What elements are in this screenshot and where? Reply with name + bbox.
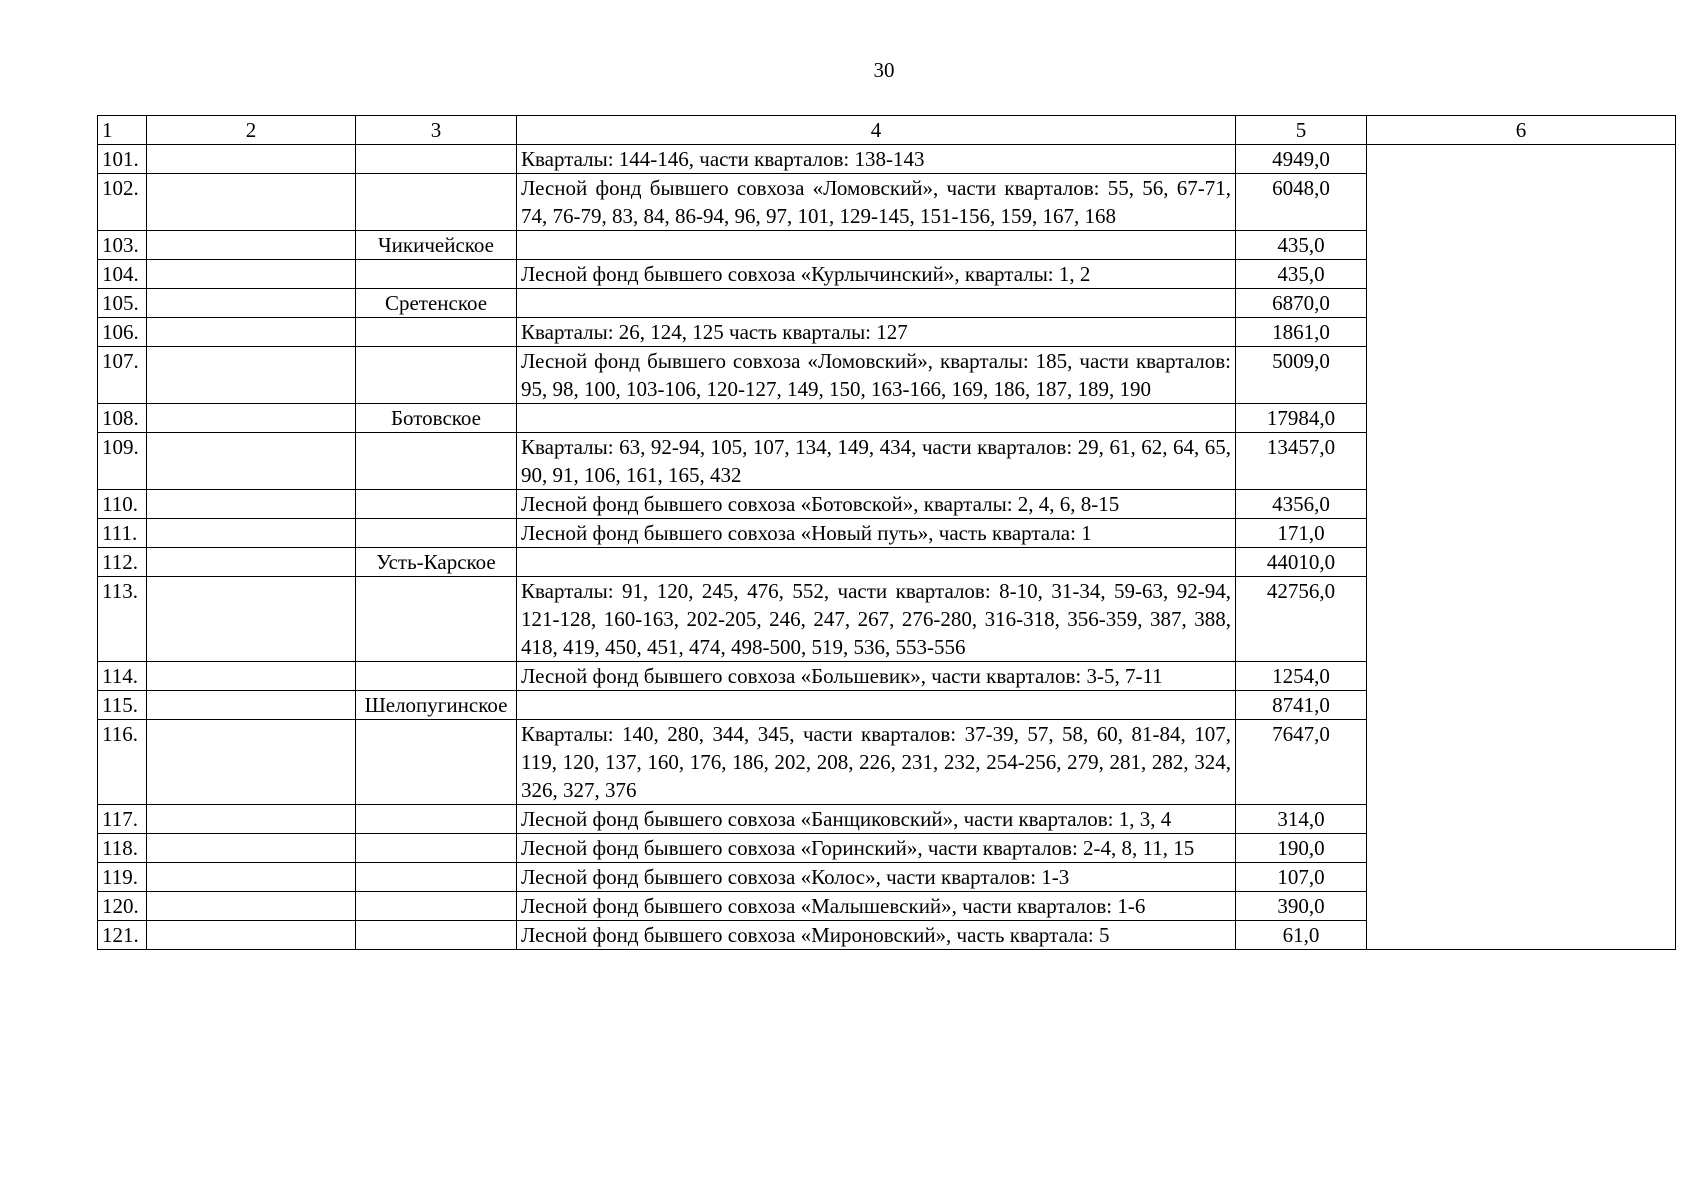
row-area: 390,0 <box>1236 892 1367 921</box>
row-number: 108. <box>98 404 147 433</box>
row-col-2 <box>147 289 356 318</box>
row-col-2 <box>147 921 356 950</box>
row-settlement <box>356 805 517 834</box>
row-settlement: Сретенское <box>356 289 517 318</box>
row-area: 7647,0 <box>1236 720 1367 805</box>
row-col-2 <box>147 805 356 834</box>
row-col-2 <box>147 433 356 490</box>
row-col-2 <box>147 662 356 691</box>
row-col-2 <box>147 834 356 863</box>
row-description: Лесной фонд бывшего совхоза «Большевик», части кварталов: 3-5, 7-11 <box>517 662 1236 691</box>
table-row <box>98 145 1676 174</box>
row-col-2 <box>147 577 356 662</box>
row-settlement <box>356 921 517 950</box>
row-settlement <box>356 834 517 863</box>
row-area: 17984,0 <box>1236 404 1367 433</box>
row-col-2 <box>147 490 356 519</box>
row-settlement <box>356 892 517 921</box>
row-col-2 <box>147 691 356 720</box>
row-description: Кварталы: 91, 120, 245, 476, 552, части кварталов: 8-10, 31-34, 59-63, 92-94, 121-128, 160-163, 202-205, 246, 247, 267, 276-280, 316-318, 356-359, 387, 388, 418, 419, 450, 451, 474, 498-500, 519, 536, 553-556 <box>517 577 1236 662</box>
row-settlement <box>356 577 517 662</box>
row-number: 121. <box>98 921 147 950</box>
row-description: Лесной фонд бывшего совхоза «Новый путь», часть квартала: 1 <box>517 519 1236 548</box>
row-number: 119. <box>98 863 147 892</box>
header-col-3: 3 <box>356 116 517 145</box>
row-settlement <box>356 174 517 231</box>
row-col-2 <box>147 318 356 347</box>
forest-fund-table <box>97 115 1676 950</box>
row-number: 109. <box>98 433 147 490</box>
row-area: 61,0 <box>1236 921 1367 950</box>
row-description <box>517 691 1236 720</box>
row-settlement <box>356 720 517 805</box>
row-description: Лесной фонд бывшего совхоза «Ломовский», части кварталов: 55, 56, 67-71, 74, 76-79, 83, 84, 86-94, 96, 97, 101, 129-145, 151-156, 159, 167, 168 <box>517 174 1236 231</box>
row-number: 107. <box>98 347 147 404</box>
row-col-2 <box>147 174 356 231</box>
row-col-2 <box>147 519 356 548</box>
row-number: 114. <box>98 662 147 691</box>
row-number: 116. <box>98 720 147 805</box>
row-description: Лесной фонд бывшего совхоза «Колос», части кварталов: 1-3 <box>517 863 1236 892</box>
row-description <box>517 231 1236 260</box>
row-number: 117. <box>98 805 147 834</box>
row-area: 1254,0 <box>1236 662 1367 691</box>
row-col-2 <box>147 145 356 174</box>
row-number: 106. <box>98 318 147 347</box>
row-area: 6048,0 <box>1236 174 1367 231</box>
row-description: Кварталы: 63, 92-94, 105, 107, 134, 149, 434, части кварталов: 29, 61, 62, 64, 65, 90, 91, 106, 161, 165, 432 <box>517 433 1236 490</box>
row-settlement: Ботовское <box>356 404 517 433</box>
row-number: 113. <box>98 577 147 662</box>
row-col-2 <box>147 404 356 433</box>
header-col-6: 6 <box>1367 116 1676 145</box>
row-description <box>517 289 1236 318</box>
row-col-6 <box>1367 145 1676 950</box>
row-number: 101. <box>98 145 147 174</box>
row-settlement <box>356 260 517 289</box>
row-number: 118. <box>98 834 147 863</box>
row-settlement <box>356 347 517 404</box>
row-number: 110. <box>98 490 147 519</box>
row-area: 190,0 <box>1236 834 1367 863</box>
row-settlement: Усть-Карское <box>356 548 517 577</box>
row-number: 103. <box>98 231 147 260</box>
row-area: 44010,0 <box>1236 548 1367 577</box>
header-col-4: 4 <box>517 116 1236 145</box>
row-description: Лесной фонд бывшего совхоза «Мироновский», часть квартала: 5 <box>517 921 1236 950</box>
row-settlement <box>356 662 517 691</box>
row-area: 435,0 <box>1236 260 1367 289</box>
header-col-1: 1 <box>98 116 147 145</box>
row-col-2 <box>147 863 356 892</box>
row-number: 112. <box>98 548 147 577</box>
header-col-5: 5 <box>1236 116 1367 145</box>
row-settlement: Чикичейское <box>356 231 517 260</box>
row-settlement <box>356 490 517 519</box>
row-settlement <box>356 863 517 892</box>
row-number: 102. <box>98 174 147 231</box>
row-number: 105. <box>98 289 147 318</box>
row-area: 4949,0 <box>1236 145 1367 174</box>
row-description: Кварталы: 144-146, части кварталов: 138-143 <box>517 145 1236 174</box>
row-description <box>517 548 1236 577</box>
row-area: 4356,0 <box>1236 490 1367 519</box>
row-col-2 <box>147 347 356 404</box>
row-settlement <box>356 519 517 548</box>
row-area: 42756,0 <box>1236 577 1367 662</box>
row-col-2 <box>147 231 356 260</box>
row-description: Кварталы: 26, 124, 125 часть кварталы: 127 <box>517 318 1236 347</box>
row-number: 104. <box>98 260 147 289</box>
row-area: 171,0 <box>1236 519 1367 548</box>
row-description: Лесной фонд бывшего совхоза «Банщиковский», части кварталов: 1, 3, 4 <box>517 805 1236 834</box>
row-description: Лесной фонд бывшего совхоза «Ботовской», кварталы: 2, 4, 6, 8-15 <box>517 490 1236 519</box>
row-col-2 <box>147 892 356 921</box>
row-settlement: Шелопугинское <box>356 691 517 720</box>
row-number: 111. <box>98 519 147 548</box>
row-settlement <box>356 433 517 490</box>
row-area: 1861,0 <box>1236 318 1367 347</box>
table-header-row <box>98 116 1676 145</box>
row-area: 5009,0 <box>1236 347 1367 404</box>
page-number: 30 <box>873 58 895 82</box>
row-description: Лесной фонд бывшего совхоза «Курлычинский», кварталы: 1, 2 <box>517 260 1236 289</box>
row-col-2 <box>147 260 356 289</box>
row-area: 6870,0 <box>1236 289 1367 318</box>
row-area: 314,0 <box>1236 805 1367 834</box>
row-area: 435,0 <box>1236 231 1367 260</box>
row-settlement <box>356 145 517 174</box>
row-area: 107,0 <box>1236 863 1367 892</box>
row-description: Кварталы: 140, 280, 344, 345, части кварталов: 37-39, 57, 58, 60, 81-84, 107, 119, 120, 137, 160, 176, 186, 202, 208, 226, 231, 232, 254-256, 279, 281, 282, 324, 326, 327, 376 <box>517 720 1236 805</box>
row-description: Лесной фонд бывшего совхоза «Малышевский», части кварталов: 1-6 <box>517 892 1236 921</box>
row-col-2 <box>147 548 356 577</box>
row-number: 115. <box>98 691 147 720</box>
row-area: 13457,0 <box>1236 433 1367 490</box>
header-col-2: 2 <box>147 116 356 145</box>
row-description <box>517 404 1236 433</box>
row-description: Лесной фонд бывшего совхоза «Горинский», части кварталов: 2-4, 8, 11, 15 <box>517 834 1236 863</box>
row-settlement <box>356 318 517 347</box>
row-number: 120. <box>98 892 147 921</box>
row-area: 8741,0 <box>1236 691 1367 720</box>
row-col-2 <box>147 720 356 805</box>
row-description: Лесной фонд бывшего совхоза «Ломовский», кварталы: 185, части кварталов: 95, 98, 100, 103-106, 120-127, 149, 150, 163-166, 169, 186, 187, 189, 190 <box>517 347 1236 404</box>
